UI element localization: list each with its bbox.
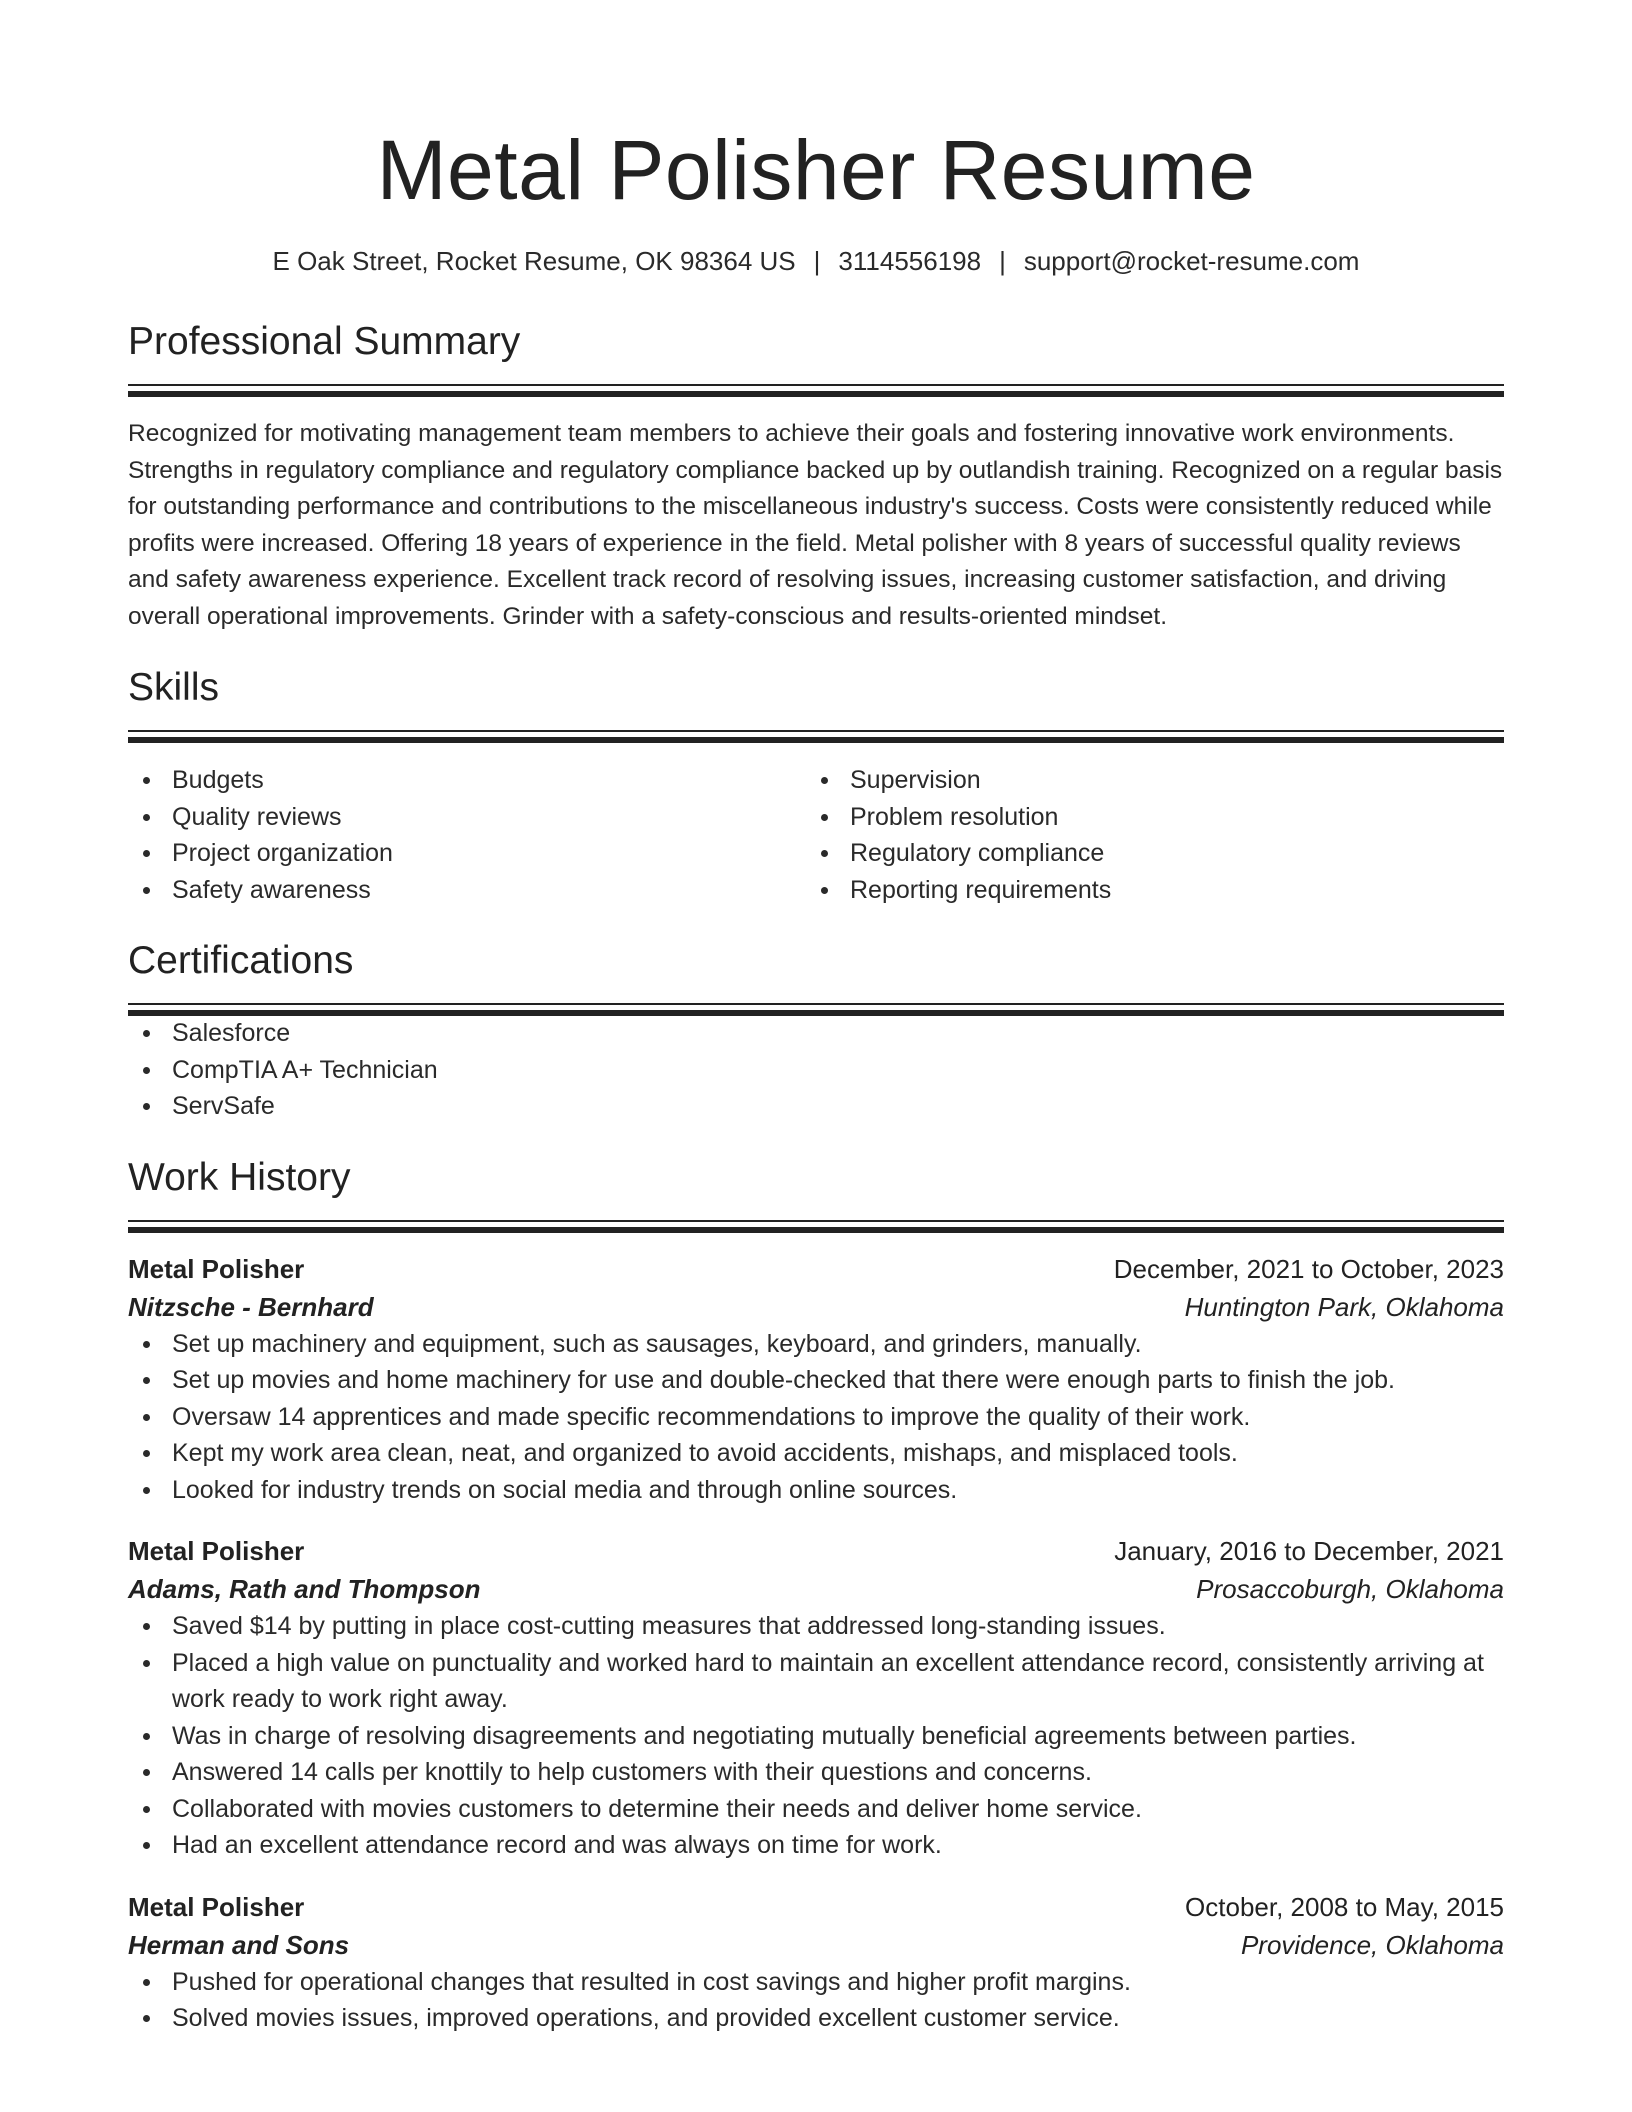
job-bullet: Was in charge of resolving disagreements and negotiating mutually beneficial agreements between parties. (128, 1718, 1504, 1755)
skills-section (128, 663, 1504, 908)
job-bullets (128, 1608, 1504, 1864)
certifications-section (128, 936, 1504, 1125)
certifications-heading: Certifications (128, 939, 354, 982)
job-dates: October, 2008 to May, 2015 (1185, 1891, 1504, 1922)
skill-item: Problem resolution (806, 799, 1484, 836)
job-title: Metal Polisher (128, 1253, 305, 1284)
skills-grid (128, 762, 1504, 908)
section-divider (128, 730, 1504, 742)
job-company-row (128, 1570, 1504, 1608)
job-company: Nitzsche - Bernhard (128, 1291, 374, 1322)
contact-phone: 3114556198 (838, 246, 982, 276)
job-bullet: Oversaw 14 apprentices and made specific recommendations to improve the quality of their work. (128, 1399, 1504, 1436)
job-bullets (128, 1326, 1504, 1509)
section-divider (128, 1003, 1504, 1015)
contact-line (128, 243, 1504, 279)
job-dates: January, 2016 to December, 2021 (1114, 1536, 1504, 1566)
job-bullets (128, 1964, 1504, 2037)
contact-separator: | (999, 246, 1006, 276)
skill-item: Quality reviews (128, 799, 806, 836)
job-bullet: Set up machinery and equipment, such as sausages, keyboard, and grinders, manually. (128, 1326, 1504, 1363)
job-location: Prosaccoburgh, Oklahoma (1196, 1574, 1504, 1604)
summary-heading: Professional Summary (128, 320, 521, 363)
certification-item: ServSafe (128, 1088, 1504, 1125)
job-header-row (128, 1888, 1504, 1926)
work-history-heading: Work History (128, 1155, 351, 1199)
contact-separator: | (813, 246, 821, 276)
job-header-row (128, 1532, 1504, 1570)
job-bullet: Kept my work area clean, neat, and organized to avoid accidents, mishaps, and misplaced tools. (128, 1435, 1504, 1472)
job-entry (128, 1888, 1504, 2037)
job-location: Providence, Oklahoma (1240, 1929, 1504, 1960)
contact-email[interactable]: support@rocket-resume.com (1023, 246, 1360, 276)
job-company-row (128, 1926, 1504, 1964)
job-dates: December, 2021 to October, 2023 (1113, 1253, 1504, 1284)
skill-item: Reporting requirements (806, 872, 1484, 909)
job-bullet: Set up movies and home machinery for use and double-checked that there were enough parts to finish the job. (128, 1362, 1504, 1399)
job-bullet: Looked for industry trends on social media and through online sources. (128, 1472, 1504, 1509)
resume-page (128, 0, 1504, 2037)
skills-heading: Skills (128, 666, 220, 709)
job-header-row (128, 1250, 1504, 1288)
summary-section (128, 317, 1504, 635)
skills-column-left (128, 762, 806, 908)
job-bullet: Saved $14 by putting in place cost-cutting measures that addressed long-standing issues. (128, 1608, 1504, 1645)
skill-item: Safety awareness (128, 872, 806, 909)
job-title: Metal Polisher (128, 1536, 305, 1566)
skill-item: Project organization (128, 835, 806, 872)
job-bullet: Placed a high value on punctuality and worked hard to maintain an excellent attendance record, consistently arriving at work ready to work right away. (128, 1645, 1504, 1718)
job-company-row (128, 1288, 1504, 1326)
skill-item: Supervision (806, 762, 1484, 799)
job-location: Huntington Park, Oklahoma (1184, 1291, 1504, 1322)
job-company: Adams, Rath and Thompson (128, 1574, 481, 1604)
job-bullet: Had an excellent attendance record and was always on time for work. (128, 1827, 1504, 1864)
job-title: Metal Polisher (128, 1891, 305, 1922)
section-divider (128, 1220, 1504, 1232)
job-bullet: Solved movies issues, improved operations, and provided excellent customer service. (128, 2000, 1504, 2037)
certifications-list (128, 1015, 1504, 1125)
job-bullet: Collaborated with movies customers to determine their needs and deliver home service. (128, 1791, 1504, 1828)
resume-title: Metal Polisher Resume (376, 123, 1256, 217)
skill-item: Budgets (128, 762, 806, 799)
contact-address: E Oak Street, Rocket Resume, OK 98364 US (272, 246, 796, 276)
job-bullet: Pushed for operational changes that resulted in cost savings and higher profit margins. (128, 1964, 1504, 2001)
section-divider (128, 384, 1504, 396)
certification-item: CompTIA A+ Technician (128, 1052, 1504, 1089)
summary-text: Recognized for motivating management team members to achieve their goals and fostering innovative work environments. Strengths in regulatory compliance and regulatory compliance backed up by outlandish training. Recognized on a regular basis for outstanding performance and contributions to the miscellaneous industry's success. Costs were consistently reduced while profits were increased. Offering 18 years of experience in the field. Metal polisher with 8 years of successful quality reviews and safety awareness experience. Excellent track record of resolving issues, increasing customer satisfaction, and driving overall operational improvements. Grinder with a safety-conscious and results-oriented mindset. (128, 420, 1503, 630)
job-entry (128, 1532, 1504, 1864)
work-history-section (128, 1153, 1504, 2037)
job-company: Herman and Sons (128, 1929, 350, 1960)
job-bullet: Answered 14 calls per knottily to help customers with their questions and concerns. (128, 1754, 1504, 1791)
skills-column-right (806, 762, 1484, 908)
skill-item: Regulatory compliance (806, 835, 1484, 872)
job-entry (128, 1250, 1504, 1509)
certification-item: Salesforce (128, 1015, 1504, 1052)
